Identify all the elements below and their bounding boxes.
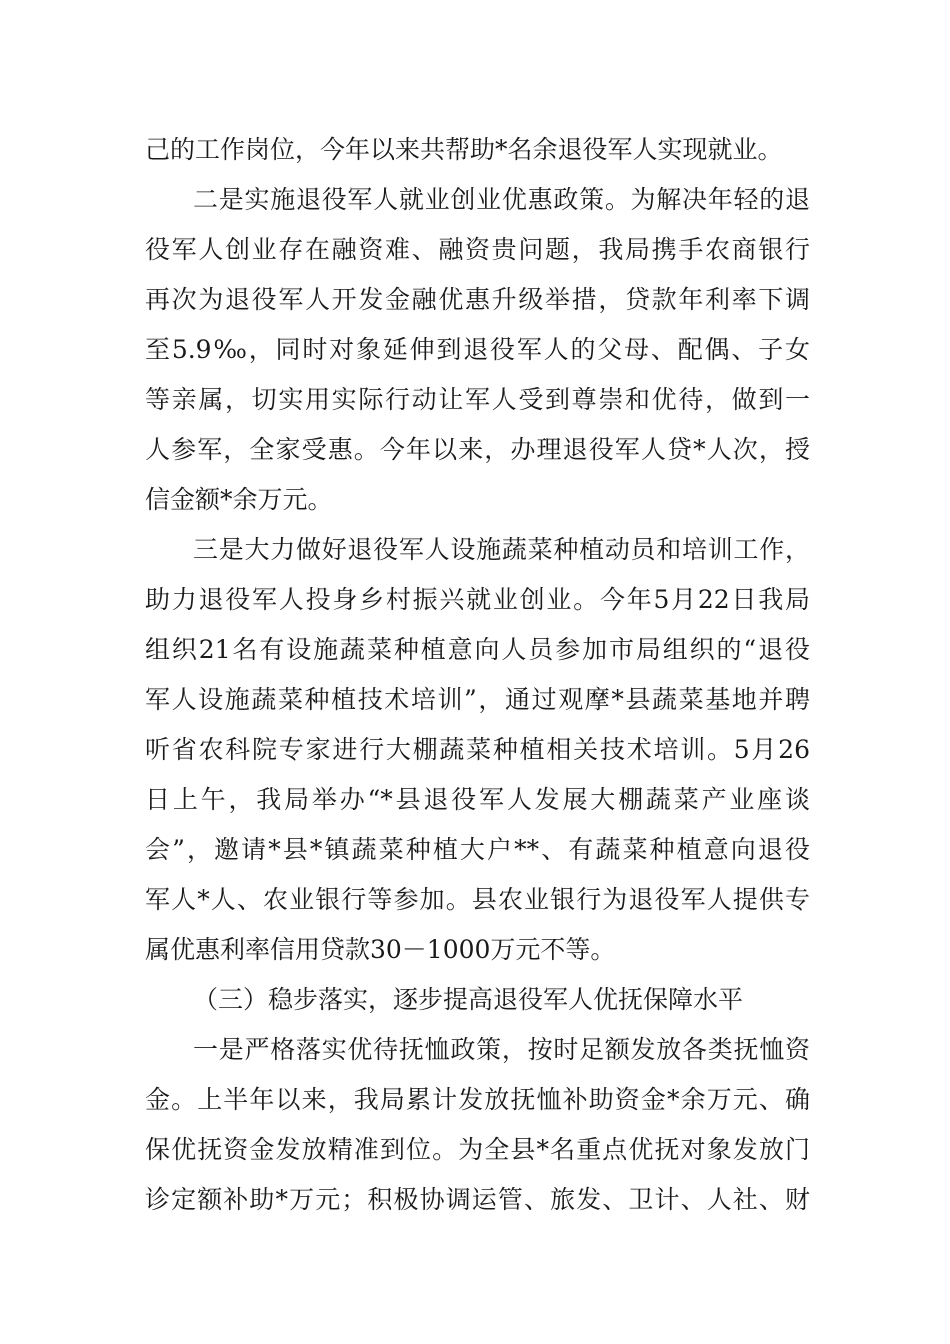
paragraph-line-12: 军人设施蔬菜种植技术培训”，通过观摩*县蔬菜基地并聘: [145, 685, 810, 714]
paragraph-line-14: 日上午，我局举办“*县退役军人发展大棚蔬菜产业座谈: [145, 785, 810, 814]
paragraph-line-19: 一是严格落实优待抚恤政策，按时足额发放各类抚恤资: [193, 1035, 810, 1064]
paragraph-line-1: 己的工作岗位，今年以来共帮助*名余退役军人实现就业。: [145, 135, 783, 164]
paragraph-line-4: 再次为退役军人开发金融优惠升级举措，贷款年利率下调: [145, 285, 810, 314]
paragraph-line-2: 二是实施退役军人就业创业优惠政策。为解决年轻的退: [193, 185, 810, 214]
paragraph-line-17: 属优惠利率信用贷款30－1000万元不等。: [145, 935, 616, 964]
paragraph-line-10: 助力退役军人投身乡村振兴就业创业。今年5月22日我局: [145, 585, 810, 614]
paragraph-line-21: 保优抚资金发放精准到位。为全县*名重点优抚对象发放门: [145, 1135, 810, 1164]
paragraph-line-9: 三是大力做好退役军人设施蔬菜种植动员和培训工作，: [193, 535, 810, 564]
paragraph-line-22: 诊定额补助*万元；积极协调运管、旅发、卫计、人社、财: [145, 1185, 810, 1214]
paragraph-line-5: 至5.9‰，同时对象延伸到退役军人的父母、配偶、子女: [145, 335, 810, 364]
paragraph-line-20: 金。上半年以来，我局累计发放抚恤补助资金*余万元、确: [145, 1085, 810, 1114]
paragraph-line-13: 听省农科院专家进行大棚蔬菜种植相关技术培训。5月26: [145, 735, 810, 764]
paragraph-line-11: 组织21名有设施蔬菜种植意向人员参加市局组织的“退役: [145, 635, 810, 664]
paragraph-line-16: 军人*人、农业银行等参加。县农业银行为退役军人提供专: [145, 885, 810, 914]
paragraph-line-8: 信金额*余万元。: [145, 485, 333, 514]
paragraph-line-7: 人参军，全家受惠。今年以来，办理退役军人贷*人次，授: [145, 435, 810, 464]
section-heading: （三）稳步落实，逐步提高退役军人优抚保障水平: [193, 985, 744, 1014]
paragraph-line-3: 役军人创业存在融资难、融资贵问题，我局携手农商银行: [145, 235, 810, 264]
paragraph-line-15: 会”，邀请*县*镇蔬菜种植大户**、有蔬菜种植意向退役: [145, 835, 810, 864]
paragraph-line-6: 等亲属，切实用实际行动让军人受到尊崇和优待，做到一: [145, 385, 810, 414]
